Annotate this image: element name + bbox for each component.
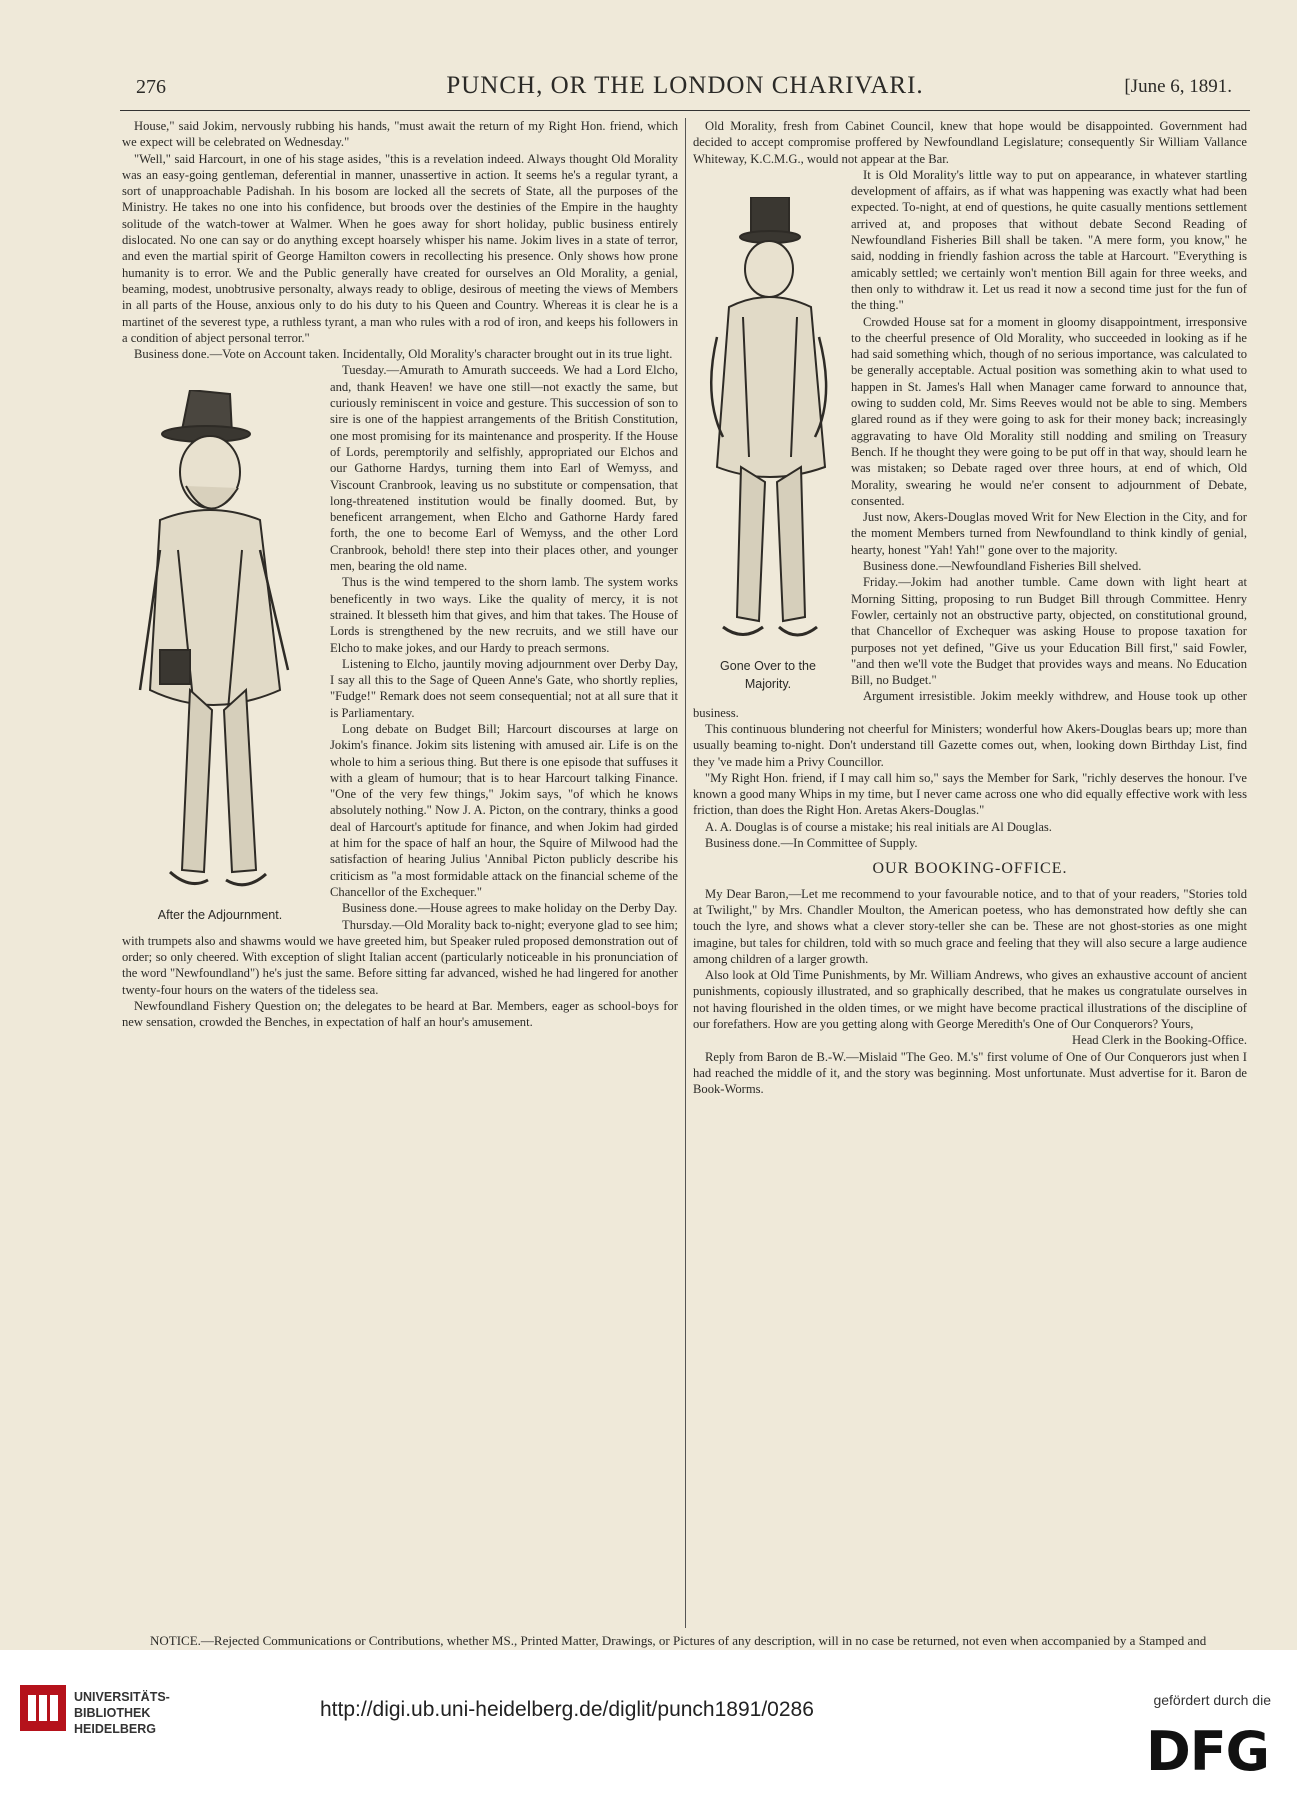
paragraph: Thus is the wind tempered to the shorn lamb. The system works beneficently in two ways. Like the quality of mercy, it is not strained. It blesseth him that gives, and him that takes. The House of Lords is strengthened by the new recruits, and we still have our Elcho to make jokes, and our Hardy to preach sermons.	[330, 575, 678, 655]
illustration-gone-over	[693, 197, 843, 693]
paragraph: It is Old Morality's little way to put on appearance, in whatever startling development of affairs, as if what was happening was exactly what had been expected. To-night, at end of questions, he quite casually mentions settlement arrived at, and proposes that without debate Second Reading of Newfoundland Fisheries Bill shall be taken. "A mere form, you know," he said, nodding in friendly fashion across the table at Harcourt. "Everything is amicably settled; we certainly won't mention Bill again for three weeks, and then only to withdraw it. Let us read it now a second time just for the fun of the thing."	[851, 167, 1247, 313]
paragraph: "My Right Hon. friend, if I may call him so," says the Member for Sark, "richly deserves the honour. I've known a good many Whips in my time, but I never came across one who did equally effective work with less friction, than does the Right Hon. Aretas Akers-Douglas."	[693, 770, 1247, 818]
library-name-line: BIBLIOTHEK	[74, 1706, 151, 1720]
digitization-footer	[0, 1650, 1297, 1810]
illustration-caption: After the Adjournment.	[157, 907, 283, 922]
permalink[interactable]: http://digi.ub.uni-heidelberg.de/diglit/punch1891/0286	[320, 1698, 814, 1721]
signature-line: Head Clerk in the Booking-Office.	[1072, 1033, 1247, 1048]
right-column	[693, 118, 1247, 1628]
caricature-figure-icon	[122, 390, 320, 900]
library-name-line: HEIDELBERG	[74, 1722, 156, 1736]
caricature-figure-icon	[693, 197, 843, 652]
paragraph: House," said Jokim, nervously rubbing his hands, "must await the return of my Right Hon. friend, which we expect will be celebrated on Wednesday."	[122, 119, 678, 150]
page-number: 276	[136, 76, 166, 98]
paragraph: Business done.—House agrees to make holiday on the Derby Day.	[342, 901, 678, 916]
notice: NOTICE.—Rejected Communications or Contributions, whether MS., Printed Matter, Drawings, or Pictures of any description, will in no case be returned, not even when accompanied by a Stamped and	[150, 1633, 1207, 1648]
illustration-caption-line: Majority.	[744, 677, 792, 692]
left-column	[122, 118, 678, 1628]
illustration-after-adjournment	[122, 390, 320, 923]
paragraph: Thursday.—Old Morality back to-night; everyone glad to see him; with trumpets also and shawms would we have greeted him, but Speaker ruled proposed demonstration out of order; so only cheered. With exception of slight Italian accent (particularly noticeable in his pronunciation of the word "Newfoundland") he's just the same. Before sitting far advanced, wished he had lingered for another twenty-four hours on the waters of the tideless sea.	[122, 917, 678, 997]
booking-office-title: OUR BOOKING-OFFICE.	[872, 860, 1068, 878]
paragraph: A. A. Douglas is of course a mistake; his real initials are Al Douglas.	[705, 819, 1052, 834]
paragraph: Business done.—Newfoundland Fisheries Bill shelved.	[863, 559, 1142, 574]
dfg-logo: DFG	[1145, 1720, 1269, 1783]
paragraph: Business done.—Vote on Account taken. Incidentally, Old Morality's character brought out in its true light.	[134, 347, 673, 362]
paragraph: This continuous blundering not cheerful for Ministers; wonderful how Akers-Douglas bears up; more than usually beaming to-night. Don't understand till Gazette comes out, when, looking down Birthday List, find they 've made him a Privy Councillor.	[693, 721, 1247, 769]
paragraph: Newfoundland Fishery Question on; the delegates to be heard at Bar. Members, eager as school-boys for new sensation, crowded the Benches, in expectation of half an hour's amusement.	[122, 999, 678, 1030]
paragraph: Also look at Old Time Punishments, by Mr. William Andrews, who gives an exhaustive account of ancient punishments, copiously illustrated, and so graphically described, that he makes us congratulate ourselves in not having flourished in the olden times, or we might have become practical illustrations of the discipline of our forefathers. How are you getting along with George Meredith's One of Our Conquerors? Yours,	[693, 968, 1247, 1032]
page-header	[120, 70, 1250, 111]
paragraph: Crowded House sat for a moment in gloomy disappointment, irresponsive to the cheerful presence of Old Morality, who succeeded in looking as if he had said something which, though of no serious importance, was calculated to be generally acceptable. Actual position was something akin to what used to happen in St. James's Hall when Manager came forward to announce that, owing to sudden cold, Mr. Sims Reeves would not be able to sing. Members glared round as if they were going to ask for their money back; increasingly aggravating to have Old Morality still nodding and smiling on Treasury Bench. If he thought they were going to be put off in that way, should learn he was mistaken; so Debate raged over three hours, at end of which, Old Morality, swearing he would ne'er consent to adjournment of Debate, consented.	[851, 314, 1247, 508]
issue-date: [June 6, 1891.	[1124, 76, 1232, 97]
paragraph: Old Morality, fresh from Cabinet Council, knew that hope would be disappointed. Government had decided to accept compromise proffered by Newfoundland Legislature; consequently Sir William Vallance Whiteway, K.C.M.G., would not appear at the Bar.	[693, 119, 1247, 166]
page-title: PUNCH, OR THE LONDON CHARIVARI.	[446, 72, 924, 99]
university-library-logo-icon	[20, 1685, 66, 1731]
paragraph: Listening to Elcho, jauntily moving adjournment over Derby Day, I say all this to the Sage of Queen Anne's Gate, who shortly replies, "Fudge!" Remark does not seem consequential; not at all sure that it is Parliamentary.	[330, 656, 678, 720]
paragraph: "Well," said Harcourt, in one of his stage asides, "this is a revelation indeed. Always thought Old Morality was an easy-going gentleman, deferential in manner, unassertive in action. It seems he's a regular tyrant, a sort of unapproachable Padishah. In his bosom are locked all the secrets of State, all the purposes of the Ministry. He takes no one into his confidence, but broods over the destinies of the Empire in the haughty solitude of the watch-tower at Walmer. When he goes away for short holiday, public business entirely dislocated. No one can say or do anything except hoarsely whisper his name. Jokim lives in a state of terror, and even the martial spirit of George Hamilton cowers in recollecting his presence. Only shows how prone humanity is to error. We and the Public generally have created for ourselves an Old Morality, a genial, beaming, modest, unobtrusive personalty, always ready to oblige, desirous of meeting the views of Members in all parts of the House, anxious only to do his duty to his Queen and Country. Whereas it is clear he is a martinet of the severest type, a ruthless tyrant, a man who rules with a rod of iron, and keeps his followers in a condition of abject personal terror."	[122, 151, 678, 345]
paragraph: My Dear Baron,—Let me recommend to your favourable notice, and to that of your readers, "Stories told at Twilight," by Mrs. Chandler Moulton, the American poetess, who has demonstrated how deftly she can touch the lyre, and shows what a clever story-teller she can be. These are not ghost-stories as one might imagine, but tales for children, told with so much grace and feeling that they will also secure a large audience among children of a larger growth.	[693, 886, 1247, 966]
paragraph: Just now, Akers-Douglas moved Writ for New Election in the City, and for the moment Members turned from Newfoundland to think kindly of genial, hearty, honest "Yah! Yah!" gone over to the majority.	[851, 510, 1247, 557]
paragraph: Business done.—In Committee of Supply.	[705, 836, 918, 851]
library-name-line: UNIVERSITÄTS-	[74, 1690, 170, 1704]
paragraph: Tuesday.—Amurath to Amurath succeeds. We had a Lord Elcho, and, thank Heaven! we have one still—not exactly the same, but curiously reminiscent in voice and gesture. This succession of son to sire is one of the happiest arrangements of the British Constitution, one most promising for its maintenance and prosperity. If the House of Lords, peremptorily and selfishly, appropriated our Elchos and our Gathorne Hardys, turning them into Earl of Wemyss, and Viscount Cranbrook, leaving us no substitute or compensation, that long-threatened institution would be finally doomed. But, by beneficent arrangement, when Elcho and Gathorne Hardy fared forth, the one to become Earl of Wemyss, and the other Lord Cranbrook, behold! there step into their places other, and younger men, bearing the old name.	[330, 363, 678, 574]
column-divider	[685, 118, 686, 1628]
paragraph: Long debate on Budget Bill; Harcourt discourses at large on Jokim's finance. Jokim sits listening with amused air. Life is on the whole to him a serious thing. But there is one episode that suffuses it with a gleam of humour; that is to hear Harcourt talking Finance. "One of the very few things," Jokim says, "of which he knows absolutely nothing." Now J. A. Picton, on the contrary, thinks a good deal of Harcourt's aptitude for finance, and when Jokim had girded at him for the space of half an hour, the Squire of Milwood had the satisfaction of hearing Julius 'Annibal Picton publicly describe his criticism as "a most formidable attack on the financial scheme of the Chancellor of the Exchequer."	[330, 721, 678, 899]
library-name	[74, 1689, 170, 1737]
funding-label: gefördert durch die	[1153, 1692, 1271, 1708]
paragraph: Argument irresistible. Jokim meekly withdrew, and House took up other business.	[693, 689, 1247, 720]
paragraph: Reply from Baron de B.-W.—Mislaid "The Geo. M.'s" first volume of One of Our Conquerors just when I had reached the middle of it, and the story was beginning. Most unfortunate. Must advertise for it. Baron de Book-Worms.	[693, 1049, 1247, 1097]
illustration-caption-line: Gone Over to the	[720, 659, 816, 674]
paragraph: Friday.—Jokim had another tumble. Came down with light heart at Morning Sitting, proposing to run Budget Bill through Committee. Henry Fowler, certainly not an obstructive party, objected, on constitutional ground, that Chancellor of Exchequer was asking House to propose taxation for purposes not yet defined, "Give us your Education Bill first," said Fowler, "and then we'll vote the Budget that provides ways and means. No Education Bill, no Budget."	[851, 575, 1247, 688]
